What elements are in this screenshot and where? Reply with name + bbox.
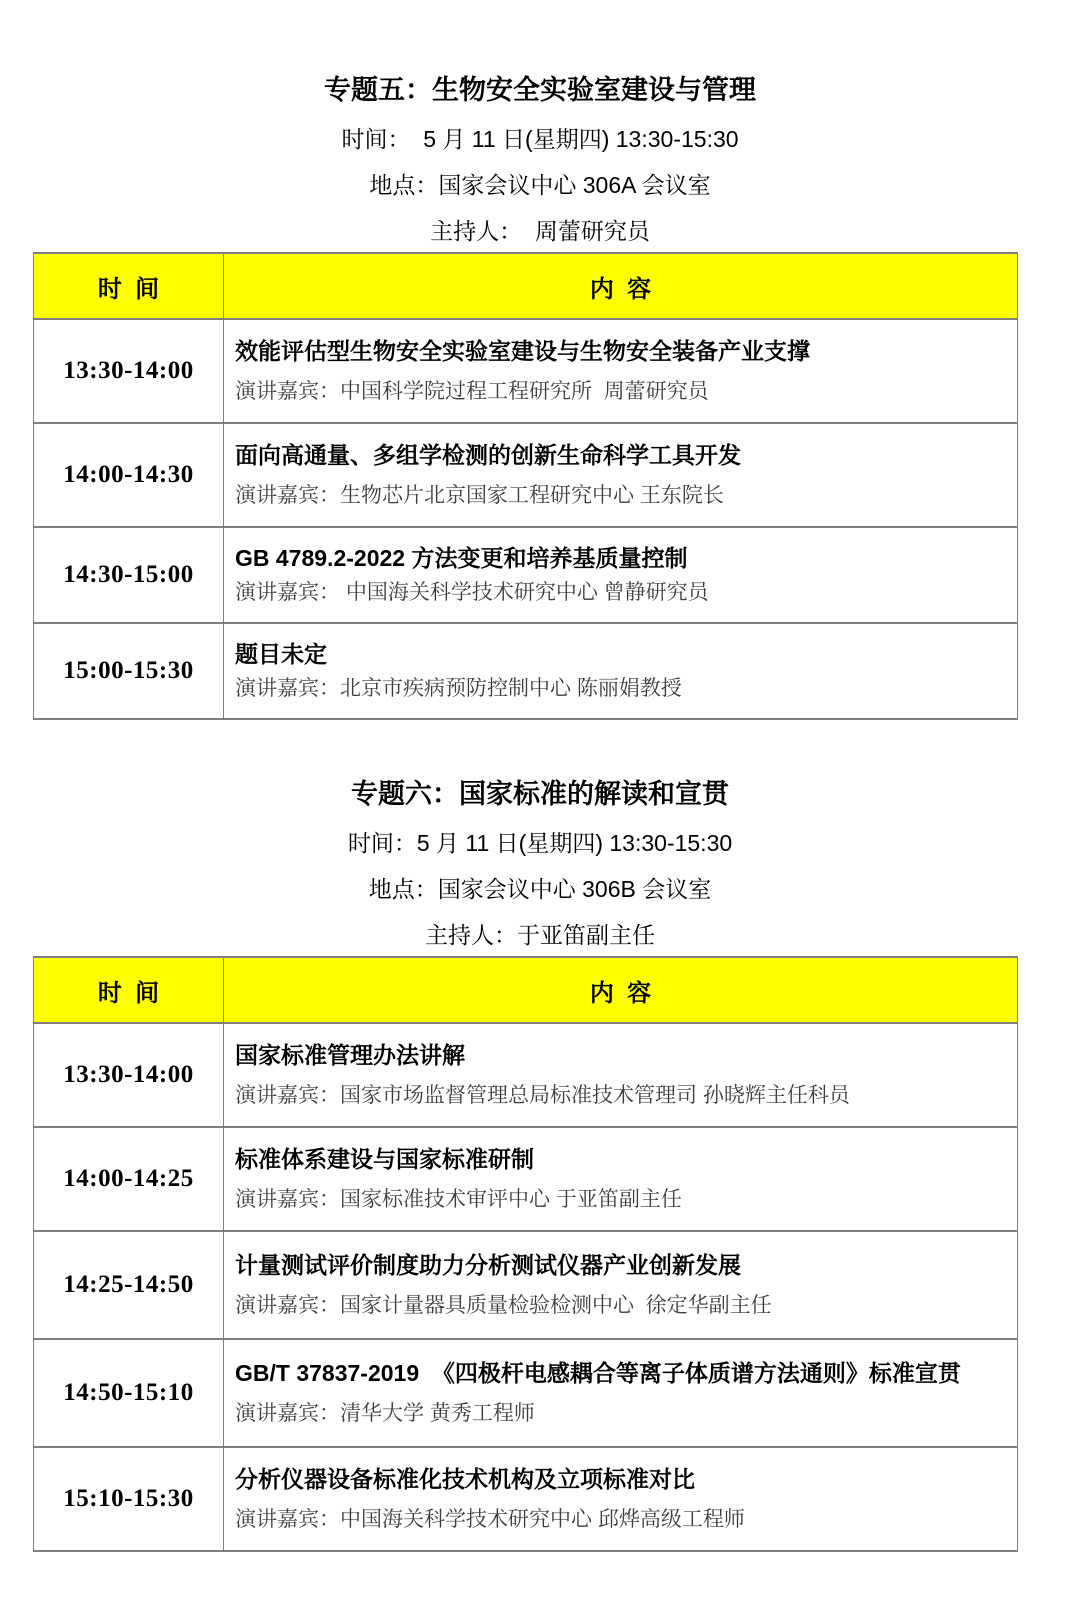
session-content-cell [224, 1231, 1018, 1339]
table-row [34, 319, 1018, 423]
agenda-table-5 [33, 252, 1018, 720]
table-row [34, 623, 1018, 719]
session-content-cell [224, 319, 1018, 423]
table-row [34, 1447, 1018, 1551]
agenda-table-6 [33, 956, 1018, 1552]
table-header-time: 时 间 [34, 957, 224, 1023]
talk-speaker: 演讲嘉宾：北京市疾病预防控制中心 陈丽娟教授 [235, 677, 682, 700]
session-host-line: 主持人： 周蕾研究员 [430, 218, 650, 244]
talk-title: 效能评估型生物安全实验室建设与生物安全装备产业支撑 [235, 338, 810, 364]
talk-speaker: 演讲嘉宾：中国科学院过程工程研究所 周蕾研究员 [235, 380, 709, 403]
table-row [34, 1023, 1018, 1127]
talk-speaker: 演讲嘉宾： 中国海关科学技术研究中心 曾静研究员 [235, 581, 709, 604]
table-header-row [34, 957, 1018, 1023]
table-row [34, 423, 1018, 527]
table-row [34, 1127, 1018, 1231]
talk-speaker: 演讲嘉宾：国家标准技术审评中心 于亚笛副主任 [235, 1188, 682, 1211]
talk-title: GB/T 37837-2019 《四极杆电感耦合等离子体质谱方法通则》标准宣贯 [235, 1360, 961, 1386]
talk-speaker: 演讲嘉宾：国家市场监督管理总局标准技术管理司 孙晓辉主任科员 [235, 1084, 850, 1107]
talk-title: 计量测试评价制度助力分析测试仪器产业创新发展 [235, 1252, 741, 1278]
session-time-line: 时间：5 月 11 日(星期四) 13:30-15:30 [347, 830, 733, 856]
section-title: 专题五：生物安全实验室建设与管理 [324, 75, 756, 105]
session-time: 14:30-15:00 [34, 527, 224, 623]
table-header-time: 时 间 [34, 253, 224, 319]
table-row [34, 527, 1018, 623]
talk-title: 分析仪器设备标准化技术机构及立项标准对比 [235, 1466, 695, 1492]
table-header-content: 内 容 [224, 957, 1018, 1023]
table-header-row [34, 253, 1018, 319]
table-row [34, 1231, 1018, 1339]
table-row [34, 1339, 1018, 1447]
session-content-cell [224, 1023, 1018, 1127]
talk-speaker: 演讲嘉宾：中国海关科学技术研究中心 邱烨高级工程师 [235, 1508, 745, 1531]
session-time: 15:00-15:30 [34, 623, 224, 719]
talk-speaker: 演讲嘉宾：生物芯片北京国家工程研究中心 王东院长 [235, 484, 724, 507]
session-time: 14:25-14:50 [34, 1231, 224, 1339]
session-location-line: 地点：国家会议中心 306A 会议室 [369, 172, 711, 198]
session-host-line: 主持人：于亚笛副主任 [425, 922, 655, 948]
section-title: 专题六：国家标准的解读和宣贯 [351, 779, 729, 809]
session-content-cell [224, 527, 1018, 623]
session-content-cell [224, 623, 1018, 719]
session-location-line: 地点：国家会议中心 306B 会议室 [368, 876, 712, 902]
session-time: 14:00-14:25 [34, 1127, 224, 1231]
session-content-cell [224, 1447, 1018, 1551]
session-content-cell [224, 1127, 1018, 1231]
session-time: 15:10-15:30 [34, 1447, 224, 1551]
session-content-cell [224, 1339, 1018, 1447]
session-time: 14:50-15:10 [34, 1339, 224, 1447]
session-content-cell [224, 423, 1018, 527]
session-time: 13:30-14:00 [34, 319, 224, 423]
table-header-content: 内 容 [224, 253, 1018, 319]
section-6 [0, 778, 1080, 1552]
talk-title: 国家标准管理办法讲解 [235, 1042, 465, 1068]
talk-speaker: 演讲嘉宾：国家计量器具质量检验检测中心 徐定华副主任 [235, 1294, 772, 1317]
session-time-line: 时间： 5 月 11 日(星期四) 13:30-15:30 [341, 126, 739, 152]
session-time: 14:00-14:30 [34, 423, 224, 527]
talk-speaker: 演讲嘉宾：清华大学 黄秀工程师 [235, 1402, 535, 1425]
section-5 [0, 74, 1080, 720]
talk-title: GB 4789.2-2022 方法变更和培养基质量控制 [235, 545, 688, 571]
talk-title: 题目未定 [235, 641, 327, 667]
talk-title: 标准体系建设与国家标准研制 [235, 1146, 534, 1172]
session-time: 13:30-14:00 [34, 1023, 224, 1127]
agenda-page [0, 74, 1080, 1622]
talk-title: 面向高通量、多组学检测的创新生命科学工具开发 [235, 442, 741, 468]
